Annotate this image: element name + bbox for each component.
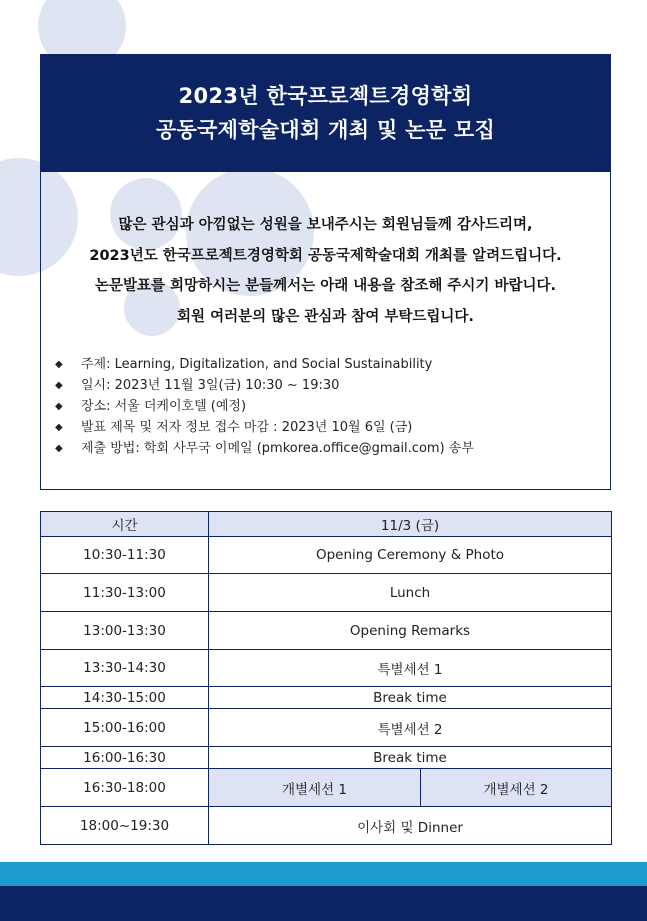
time-cell: 11:30-13:00 (41, 574, 209, 612)
list-item (55, 396, 474, 417)
event-cell-session-1: 개별세션 1 (209, 769, 421, 807)
intro-line: 2023년도 한국프로젝트경영학회 공동국제학술대회 개최를 알려드립니다. (89, 247, 562, 264)
list-item (55, 375, 474, 396)
event-cell: 이사회 및 Dinner (209, 807, 612, 845)
intro-line: 회원 여러분의 많은 관심과 참여 부탁드립니다. (177, 308, 474, 325)
diamond-bullet-icon: ◆ (55, 443, 63, 454)
time-cell: 16:00-16:30 (41, 747, 209, 769)
time-cell: 10:30-11:30 (41, 537, 209, 574)
table-row (41, 612, 612, 650)
event-cell: Opening Remarks (209, 612, 612, 650)
detail-topic: 주제: Learning, Digitalization, and Social Sustainability (81, 357, 433, 372)
event-cell: 특별세션 2 (209, 709, 612, 747)
detail-deadline: 발표 제목 및 저자 정보 접수 마감 : 2023년 10월 6일 (금) (81, 420, 413, 435)
time-cell: 13:00-13:30 (41, 612, 209, 650)
schedule-table (40, 511, 612, 845)
table-header-row (41, 512, 612, 537)
column-header-date: 11/3 (금) (209, 512, 612, 537)
diamond-bullet-icon: ◆ (55, 401, 63, 412)
title-banner (40, 54, 611, 172)
table-row (41, 650, 612, 687)
detail-submission: 제출 방법: 학회 사무국 이메일 (pmkorea.office@gmail.com) 송부 (81, 441, 474, 456)
list-item (55, 438, 474, 459)
page-title-line2: 공동국제학술대회 개최 및 논문 모집 (155, 118, 496, 142)
table-row (41, 747, 612, 769)
event-cell: 특별세션 1 (209, 650, 612, 687)
diamond-bullet-icon: ◆ (55, 380, 63, 391)
table-row (41, 807, 612, 845)
table-row (41, 574, 612, 612)
detail-date: 일시: 2023년 11월 3일(금) 10:30 ~ 19:30 (81, 378, 340, 393)
list-item (55, 354, 474, 375)
event-cell: Break time (209, 747, 612, 769)
page-title-line1: 2023년 한국프로젝트경영학회 (178, 84, 473, 108)
event-cell: Opening Ceremony & Photo (209, 537, 612, 574)
list-item (55, 417, 474, 438)
table-row (41, 537, 612, 574)
footer-band-dark (0, 886, 647, 921)
event-cell-session-2: 개별세션 2 (421, 769, 612, 807)
column-header-time: 시간 (41, 512, 209, 537)
table-row (41, 709, 612, 747)
detail-venue: 장소: 서울 더케이호텔 (예정) (81, 399, 247, 414)
intro-text (41, 210, 610, 332)
time-cell: 14:30-15:00 (41, 687, 209, 709)
details-list (55, 354, 474, 459)
time-cell: 16:30-18:00 (41, 769, 209, 807)
diamond-bullet-icon: ◆ (55, 422, 63, 433)
event-cell: Lunch (209, 574, 612, 612)
info-box (40, 172, 611, 490)
time-cell: 13:30-14:30 (41, 650, 209, 687)
table-row (41, 687, 612, 709)
intro-line: 많은 관심과 아낌없는 성원을 보내주시는 회원님들께 감사드리며, (118, 217, 533, 233)
footer-band-light (0, 862, 647, 886)
time-cell: 15:00-16:00 (41, 709, 209, 747)
intro-line: 논문발표를 희망하시는 분들께서는 아래 내용을 참조해 주시기 바랍니다. (94, 278, 557, 294)
table-row (41, 769, 612, 807)
time-cell: 18:00~19:30 (41, 807, 209, 845)
event-cell: Break time (209, 687, 612, 709)
diamond-bullet-icon: ◆ (55, 359, 63, 370)
